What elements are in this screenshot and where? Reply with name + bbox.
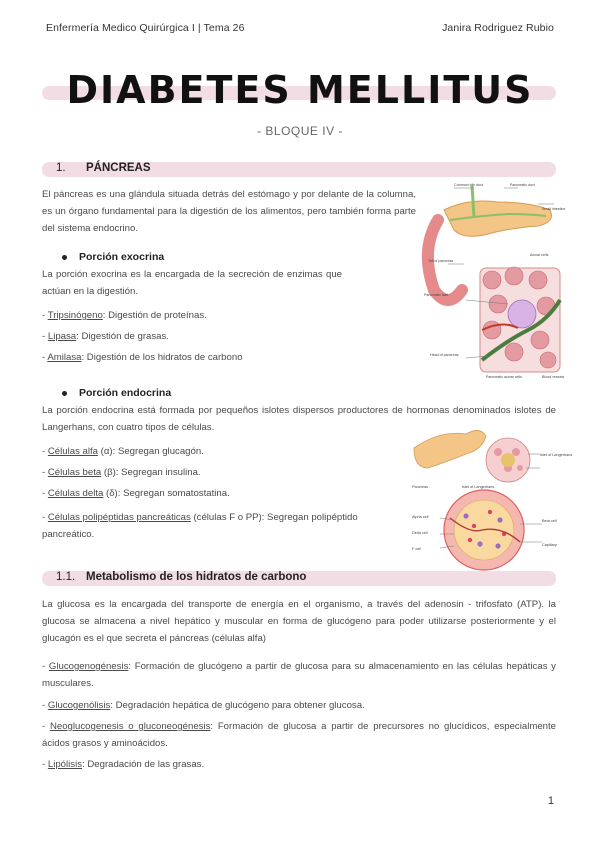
page-number: 1 [547,795,554,807]
header-right: Janira Rodriguez Rubio [442,22,554,34]
figure-label: Tail of pancreas [428,259,454,263]
figure-label: Pancreatic acinar cells [486,375,522,379]
figure-label: Beta cell [542,519,557,523]
list-item: - Glucogenólisis: Degradación hepática de glucógeno para obtener glucosa. [42,700,365,711]
list-item: - Tripsinógeno: Digestión de proteínas. [42,310,207,321]
figure-label: Alpha cell [412,515,429,519]
figure-label: Islet of Langerhans [462,485,495,489]
figure-label: Pancreas [412,485,429,489]
section-heading [56,571,306,583]
figure-label: Head of pancreas [430,353,459,357]
subheading-endocrina: Porción endocrina [62,387,171,399]
section-title: Metabolismo de los hidratos de carbono [86,571,307,583]
figure-label: Pancreatic islet [424,293,449,297]
list-item: - Células alfa (α): Segregan glucagón. [42,446,204,457]
islet-langerhans-figure [410,422,573,572]
page-subtitle: - BLOQUE IV - [257,124,343,138]
figure-label: Acinar cells [530,253,549,257]
figure-label: Small intestine [542,207,566,211]
figure-label: Capillary [542,543,557,547]
paragraph-exocrina: La porción exocrina es la encargada de la secreción de enzimas que actúan en la digestión. [42,269,342,297]
figure-label: F cell [412,547,422,551]
list-item: - Neoglucogenesis o gluconeogénesis: Formación de glucosa a partir de precursores no glucídicos, especialmente ácidos grasos y aminoácidos. [42,721,556,749]
section-number: 1.1. [56,571,76,583]
section-title: PÁNCREAS [86,162,151,174]
list-item: - Células polipéptidas pancreáticas (células F o PP): Segregan polipéptido pancreático. [42,512,358,540]
subheading-exocrina: Porción exocrina [62,251,164,263]
paragraph-endocrina: La porción endocrina está formada por pequeños islotes dispersos productores de hormonas denominados islotes de Langerhans, con cuatro tipos de células. [42,405,556,433]
paragraph-metabolismo: La glucosa es la encargada del transporte de energía en el organismo, a través del adenosin - trifosfato (ATP). la glucosa se almacena a nivel hepático y muscular en forma de glucógeno para poder utilizarse posteriormente y el glucagón es el que secreta el páncreas (células alfa) [42,599,556,644]
page-title: DIABETES MELLITUS [66,68,534,112]
figure-label: Islet of Langerhans [540,453,573,457]
bullet-icon [62,255,67,260]
figure-label: Delta cell [412,531,428,535]
list-item: - Células beta (β): Segregan insulina. [42,467,201,478]
section-heading [56,162,151,174]
paragraph-intro: El páncreas es una glándula situada detrás del estómago y por delante de la columna, es un órgano fundamental para la digestión de los alimentos, pero también forma parte del sistema endocrino. [42,189,416,234]
list-item: - Lipólisis: Degradación de las grasas. [42,759,205,770]
pancreas-anatomy-figure [418,180,564,380]
section-number: 1. [56,162,66,174]
figure-label: Common bile duct [454,183,483,187]
header-left: Enfermería Medico Quirúrgica I | Tema 26 [46,22,245,34]
figure-label: Blood vessels [542,375,565,379]
figure-label: Pancreatic duct [510,183,535,187]
list-item: - Glucogenogénesis: Formación de glucógeno a partir de glucosa para su almacenamiento en las células hepáticas y musculares. [42,661,556,689]
list-item: - Células delta (δ): Segregan somatostatina. [42,488,230,499]
list-item: - Amilasa: Digestión de los hidratos de carbono [42,352,243,363]
bullet-icon [62,391,67,396]
list-item: - Lipasa: Digestión de grasas. [42,331,169,342]
